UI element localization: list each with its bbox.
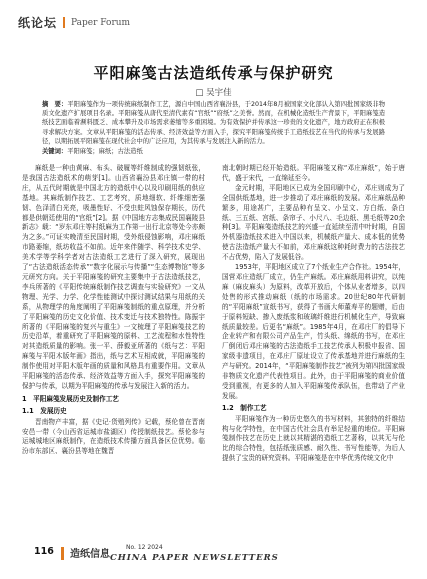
section-header — [18, 14, 130, 31]
journal-masthead: CHINA PAPER NEWSLETTERS — [110, 553, 279, 563]
right-column — [222, 164, 405, 464]
keywords-text: 平阳麻笺；麻纸；古法造纸 — [67, 148, 143, 156]
subsection-heading: 1.1 发展历史 — [22, 406, 67, 415]
abstract-block — [42, 100, 385, 156]
body-paragraph: 麻纸是一种由黄麻、布头、破履等纤维制成的强韧纸张，是我国古法造纸术的萌芽[1]。山西省襄汾县邓庄镇一带的村庄，从五代时期就是中国北方的造纸中心以及印刷用纸的供应基地。其麻纸制作技艺、工艺考究，质地细软、纤维细密强韧、色泽清白光亮，吸墨性好、不受虫蛀风蚀保存期长，历代都是供朝廷使用的“官纸”[2]。据《中国地方志集成民国襄陵县新志》载：“岁东邓庄等村纸麻为工作第一出行北京等处今亦颇为之多。”可证实晚清至民国时期，受外纸侵蚀影响，邓庄麻纸市路萎缩，纸坊收益不如前。近年来伴随学、科学技术史学、美术学等学科学者对古法造纸工艺进行了深入研究，展现出了“古法造纸活态传承”“数字化展示与传播”“生态博物馆”等多元研究方向。关于平阳麻笺的研究主要集中于古法造纸技艺，李兵所著的《平阳传统麻纸制作技艺调查与实验研究》一文从物理、光学、力学、化学性能测试中探讨测试结果与用纸的关系，从物理学的角度阐明了平阳麻笺制纸的重点原理，并分析了平阳麻笺的历史文化价值、技术变迁与技术独特性。陈振宇所著的《平阳麻笺的复兴与重生》一文梳理了平阳麻笺技艺的历史沿革，着重研究了平阳麻笺的原料、工艺流程和水性特性对其造纸质量的影响。张一平、薛毅亚所著的《纸与艺：平阳麻笺与平阳木版年画》指出，纸与艺术互相成就，平阳麻笺的制作使用对平阳木版年画的质量和风格具有重要作用。文章从平阳麻笺的活态传承、经济效益等方面入手，探究平阳麻笺的保护与传承，以期为平阳麻笺的传承与发展注入新的活力。 — [22, 164, 205, 390]
body-paragraph: 南北朝时期已经开始造纸。平阳麻笺又称“邓庄麻纸”，始于唐代，盛于宋代，一直绵延至今。 — [222, 164, 405, 182]
issue-number: No. 12 2024 — [126, 544, 163, 551]
left-column — [22, 164, 205, 457]
section-heading: 1 平阳麻笺发展历史及制作工艺 — [22, 394, 119, 403]
abstract-text: 平阳麻笺作为一项传统麻纸制作工艺，源自中国山西省襄汾县，于2014年8月被国家文化部认入第四批国家级非物质文化遗产扩展项目名录。平阳麻笺从唐代至清代素有“官纸”“府纸”之美誉。然而，在机械化造纸生产背景下，平阳麻笺造纸技艺面临着濒料匮乏、成本攀升及市场需求萎缩等多重困境。为有效保护并传承这一珍贵的文化遗产，地方政府正在积极寻求解决方案。文章从平阳麻笺的活态传承、经济效益等方面入手，探究平阳麻笺传统手工造纸技艺在当代的传承与发展路径，以期拓展平阳麻笺在现代社会中的广泛应用，为其传承与发展注入新的活力。 — [42, 101, 385, 145]
body-paragraph: 平阳麻笺作为一种历史悠久的书写材料，其独特的纤维结构与化学特性，在中国古代社会具有举足轻重的地位。平阳麻笺制作技艺在历史上就以其精湛的造纸工艺著称，以其无与伦比的综合特性，包括纸张质感、耐久性、书写性能等，为后人提供了宝贵的研究资料。平阳麻笺是在中华优秀传统文化中 — [222, 414, 405, 463]
article-title: 平阳麻笺古法造纸传承与保护研究 — [93, 64, 334, 82]
body-paragraph: 晋南物产丰富，据《史记·货殖列传》记载，蔡伦曾在晋南安邑一带（今山西省运城市盐湖区）传授制纸技艺。蔡伦参与运城城地区麻纸制作，在造纸技术传播方面具备区位优势。临汾市东部区、襄汾县等地在魏晋 — [22, 417, 205, 456]
page-footer — [0, 540, 427, 570]
section-title-en: Paper Forum — [71, 17, 131, 28]
article-author: □ 吴宇佳 — [195, 88, 232, 98]
journal-logo: 造纸信息 — [70, 549, 110, 560]
body-paragraph: 金元时期，平阳地区已成为全国印刷中心，邓庄则成为了全国供纸基地，进一步推动了邓庄麻纸的发展。邓庄麻纸品种繁多，用途甚广，主要品种有呈文、小呈文、方白纸、条白纸、三五纸、宫纸、条帘子、小尺八、毛边纸、黑毛纸等20余种[3]。平阳麻笺造纸技艺的兴盛一直延续至清中叶时期，自国外机器造纸技术进入中国以来，机械纸产量大、成本低的优势使古法造纸产量大不如前，邓庄麻纸这种耗时费力的古法技艺不占优势，陷入了发展低谷。 — [222, 183, 405, 262]
page-number: 116 — [34, 546, 54, 557]
abstract-label: 摘 要： — [42, 101, 68, 108]
body-paragraph: 1953年，平阳地区成立了7个纸业生产合作社。1954年，国营邓庄造纸厂成立，仍生产麻纸。邓庄麻纸用料讲究，以纯麻（麻皮麻头）为原料，改革开放后，个体从业者增多，以四处售的形式推动麻纸（纸的市场需求。20世纪80年代研制的“平阳麻纸”宣纸书写，获得了书画大师董寿平的题赠，后由于原料短缺、掺入废纸浆和玻璃纤维进行机械化生产，导致麻纸质量较差。后更名“麻纸”。1985年4月，在邓庄厂的倡导下企业转产和有限公司产品生产，竹头纸、绵纸的书写，在邓庄厂倒闭后邓庄麻笺的古法造纸手工技艺传承人积极申报省、国家级非遗项目，在邓庄厂原址设立了传承基地并进行麻纸的生产与研究。2014年，“平阳麻笺制作技艺”被列为第四批国家级非物质文化遗产代表性项目。此外，由于平阳麻笺的商业价值受到重视，有更多的人加入平阳麻笺传承队伍，也带动了产业发展。 — [222, 263, 405, 400]
footer-divider — [61, 547, 64, 560]
subsection-heading: 1.2 制作工艺 — [222, 403, 267, 412]
section-title-cn: 纸论坛 — [18, 16, 58, 30]
keywords-label: 关键词： — [42, 148, 68, 156]
section-divider — [63, 17, 65, 28]
